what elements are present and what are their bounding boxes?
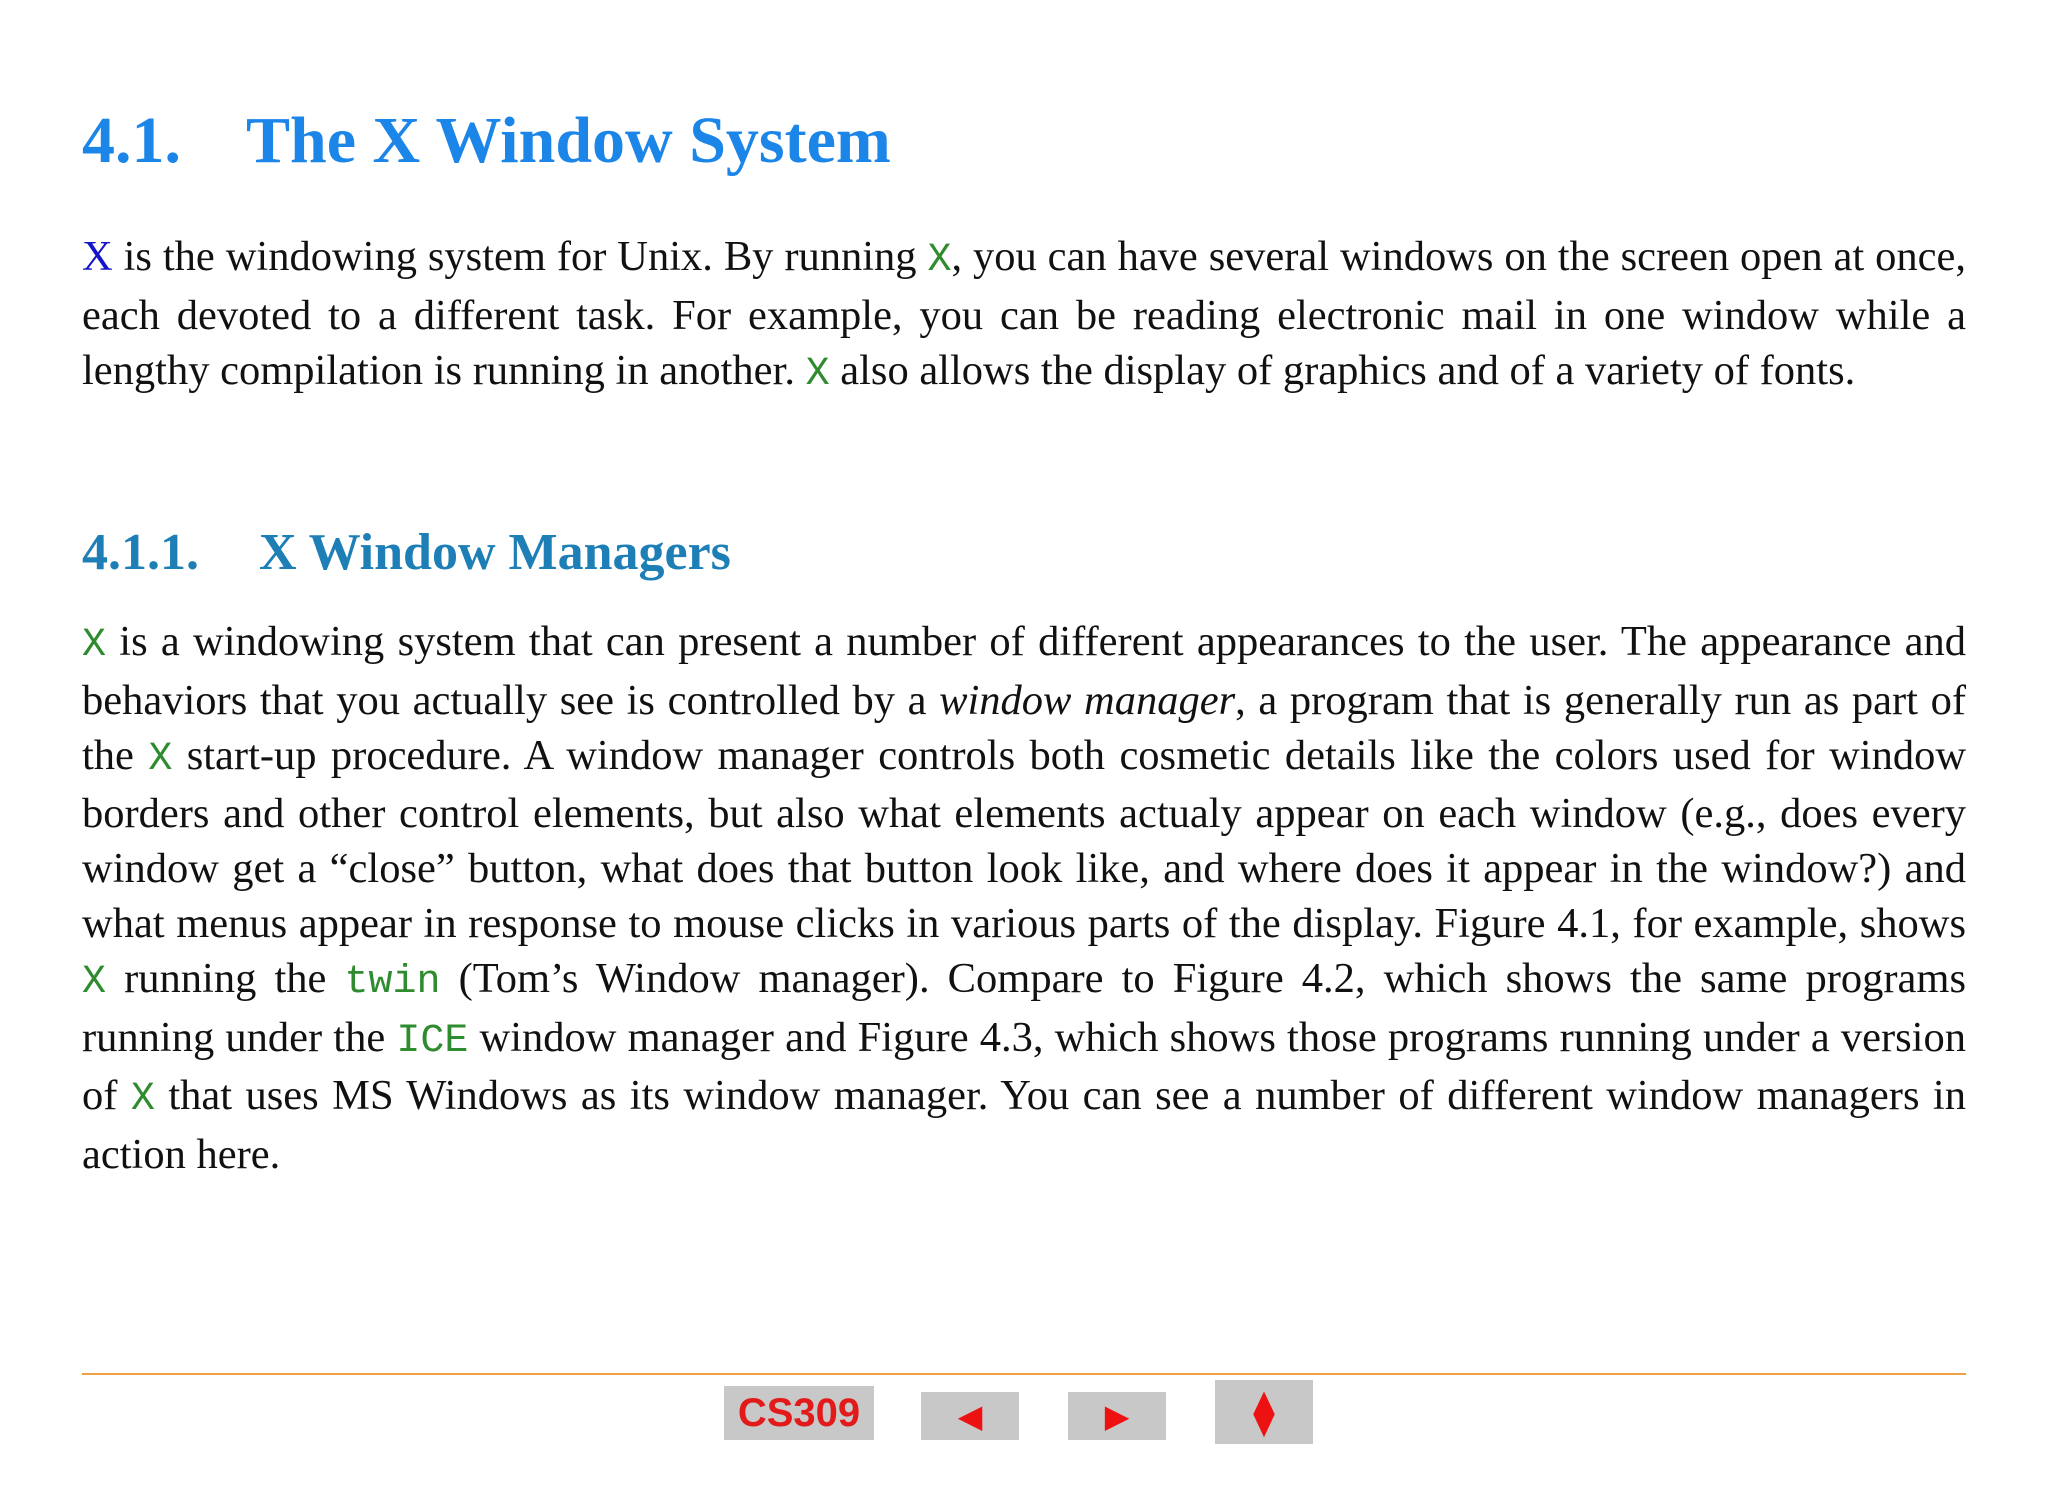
paragraph-text: window manager and Figure 4.3, which shows those programs running under a version of [82,1013,1966,1120]
x-code: X [927,238,952,283]
window-managers-paragraph [82,615,1966,1183]
paragraph-text: that uses MS Windows as its window manager. You can see a number of different window managers in action here. [82,1072,1966,1179]
back-arrow-icon: ⧫ [1253,1387,1275,1437]
paragraph-text: , a program that is generally run as part of the [82,676,1966,779]
left-arrow-icon: ◀ [957,1398,983,1434]
subsection-title-text: X Window Managers [259,524,731,581]
x-code: X [82,623,107,668]
paragraph-text: is the windowing system for Unix. By running [112,233,928,280]
paragraph-text: is a windowing system that can present a number of different appearances to the user. The appearance and behaviors that you actually see is controlled by a [82,618,1966,724]
section-title-text: The X Window System [246,104,891,177]
x-code: X [148,736,173,782]
x-link[interactable]: X [82,233,113,280]
x-code: X [130,1077,155,1123]
back-button[interactable] [1215,1380,1313,1444]
subsection-heading [82,524,731,581]
emphasis-window-manager: window manager [939,676,1236,724]
section-heading [82,104,891,177]
previous-page-button[interactable] [921,1392,1019,1440]
x-code: X [82,959,107,1005]
paragraph-text: also allows the display of graphics and of a variety of fonts. [829,346,1856,394]
paragraph-text: start-up procedure. A window manager controls both cosmetic details like the colors used for window borders and other control elements, but also what elements actualy appear on each window (e.g., does every window get a “close” button, what does that button look like, and where does it appear in the window?) and what menus appear in response to mouse clicks in various parts of the display. Figure 4.1, for example, shows [82,731,1967,947]
subsection-number: 4.1.1. [82,524,199,581]
paragraph-text: (Tom’s Window manager). Compare to Figure 4.2, which shows the same programs running under the [82,954,1966,1061]
footer-divider [82,1373,1966,1375]
course-home-button[interactable]: CS309 [724,1386,874,1440]
twin-code: twin [344,959,441,1005]
ice-code: ICE [396,1018,469,1064]
right-arrow-icon: ▶ [1104,1398,1130,1434]
paragraph-text: , you can have several windows on the screen open at once, each devoted to a different task. For example, you can be reading electronic mail in one window while a lengthy compilation is running in another. [82,233,1966,394]
section-number: 4.1. [82,104,181,177]
x-code: X [805,351,830,397]
paragraph-text: running the [106,954,345,1002]
intro-paragraph [82,230,1966,402]
next-page-button[interactable] [1068,1392,1166,1440]
